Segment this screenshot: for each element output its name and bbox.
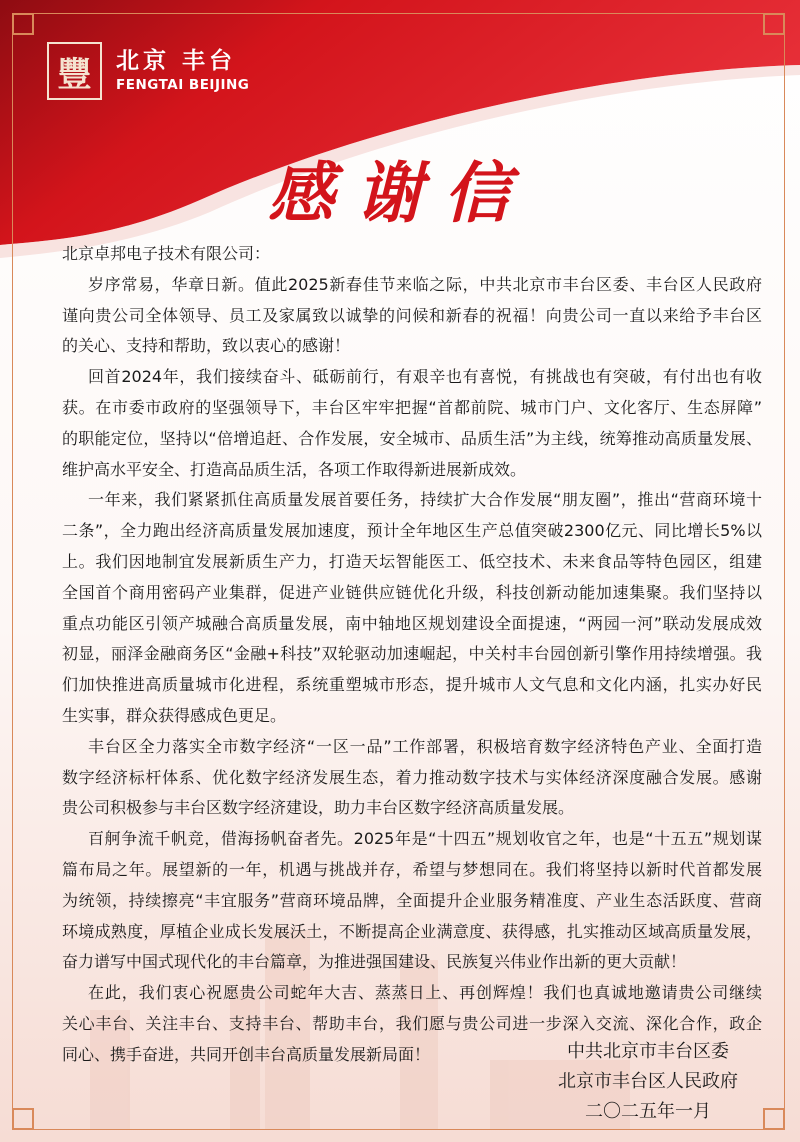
- paragraph-line: 百舸争流千帆竞，借海扬帆奋者先。2025年是“十四五”规划收官之年，也是“十五五”规划谋: [88, 829, 762, 849]
- paragraph-line: 回首2024年，我们接续奋斗、砥砺前行，有艰辛也有喜悦，有挑战也有突破，有付出也有收: [88, 367, 762, 387]
- corner-ornament-icon: [763, 13, 785, 35]
- paragraph-line: 全国首个商用密码产业集群，促进产业链供应链优化升级，科技创新动能加速集聚。我们坚持以: [62, 582, 762, 602]
- corner-ornament-icon: [12, 1108, 34, 1130]
- paragraph-line: 获。在市委市政府的坚强领导下，丰台区牢牢把握“首都前院、城市门户、文化客厅、生态屏障”: [62, 397, 762, 417]
- paragraph-line: 贵公司积极参与丰台区数字经济建设，助力丰台区数字经济高质量发展。: [62, 798, 575, 818]
- paragraph-line: 谨向贵公司全体领导、员工及家属致以诚挚的问候和新春的祝福！向贵公司一直以来给予丰台区: [62, 305, 762, 325]
- paragraph-line: 生实事，群众获得感成色更足。: [62, 705, 287, 725]
- salutation: 北京卓邦电子技术有限公司：: [62, 244, 271, 263]
- signature-date: 二〇二五年一月: [585, 1101, 711, 1122]
- paragraph-line: 数字经济标杆体系、优化数字经济发展生态，着力推动数字技术与实体经济深度融合发展。感谢: [62, 767, 762, 787]
- paragraph-line: 同心、携手奋进，共同开创丰台高质量发展新局面！: [62, 1044, 431, 1064]
- paragraph-line: 上。我们因地制宜发展新质生产力，打造天坛智能医工、低空技术、未来食品等特色园区，组建: [62, 551, 762, 571]
- corner-ornament-icon: [12, 13, 34, 35]
- paragraph-line: 二条”，全力跑出经济高质量发展加速度，预计全年地区生产总值突破2300亿元、同比增长5%以: [62, 521, 762, 541]
- letter-body: [62, 239, 762, 1071]
- paragraph-line: 奋力谱写中国式现代化的丰台篇章，为推进强国建设、民族复兴伟业作出新的更大贡献！: [62, 952, 687, 972]
- paragraph-line: 关心丰台、关注丰台、支持丰台、帮助丰台，我们愿与贵公司进一步深入交流、深化合作，政企: [62, 1013, 762, 1033]
- paragraph-line: 在此，我们衷心祝愿贵公司蛇年大吉、蒸蒸日上、再创辉煌！我们也真诚地邀请贵公司继续: [88, 983, 762, 1003]
- paragraph-line: 丰台区全力落实全市数字经济“一区一品”工作部署，积极培育数字经济特色产业、全面打造: [88, 736, 762, 756]
- signature-block: [558, 1037, 738, 1127]
- paragraph-line: 岁序常易，华章日新。值此2025新春佳节来临之际，中共北京市丰台区委、丰台区人民政府: [88, 274, 762, 294]
- letter-title: 感谢信: [268, 154, 532, 232]
- fengtai-logo: [47, 42, 249, 100]
- signature-org-government: 北京市丰台区人民政府: [558, 1071, 738, 1092]
- paragraph-line: 一年来，我们紧紧抓住高质量发展首要任务，持续扩大合作发展“朋友圈”，推出“营商环境十: [88, 490, 762, 510]
- fengtai-seal-icon: 豐: [47, 42, 102, 100]
- paragraph-line: 初显，丽泽金融商务区“金融+科技”双轮驱动加速崛起，中关村丰台园创新引擎作用持续增强。我: [62, 644, 762, 664]
- paragraph-line: 的关心、支持和帮助，致以衷心的感谢！: [62, 336, 351, 356]
- paragraph-line: 重点功能区引领产城融合高质量发展，南中轴地区规划建设全面提速，“两园一河”联动发展成效: [62, 613, 762, 633]
- paragraph-line: 维护高水平安全、打造高品质生活，各项工作取得新进展新成效。: [62, 459, 527, 479]
- paragraph-line: 们加快推进高质量城市化进程，系统重塑城市形态，提升城市人文气息和文化内涵，扎实办好民: [62, 675, 762, 695]
- paragraph-line: 环境成熟度，厚植企业成长发展沃土，不断提高企业满意度、获得感，扎实推动区域高质量发展，: [62, 921, 762, 941]
- logo-chinese-name: 北京 丰台: [116, 48, 237, 74]
- signature-org-committee: 中共北京市丰台区委: [567, 1041, 729, 1062]
- corner-ornament-icon: [763, 1108, 785, 1130]
- paragraph-line: 的职能定位，坚持以“倍增追赶、合作发展，安全城市、品质生活”为主线，统筹推动高质量发展、: [62, 428, 762, 448]
- paragraph-line: 篇布局之年。展望新的一年，机遇与挑战并存，希望与梦想同在。我们将坚持以新时代首都发展: [62, 859, 762, 879]
- paragraph-line: 为统领，持续擦亮“丰宜服务”营商环境品牌，全面提升企业服务精准度、产业生态活跃度、营商: [62, 890, 762, 910]
- logo-english-name: FENGTAI BEIJING: [116, 77, 250, 93]
